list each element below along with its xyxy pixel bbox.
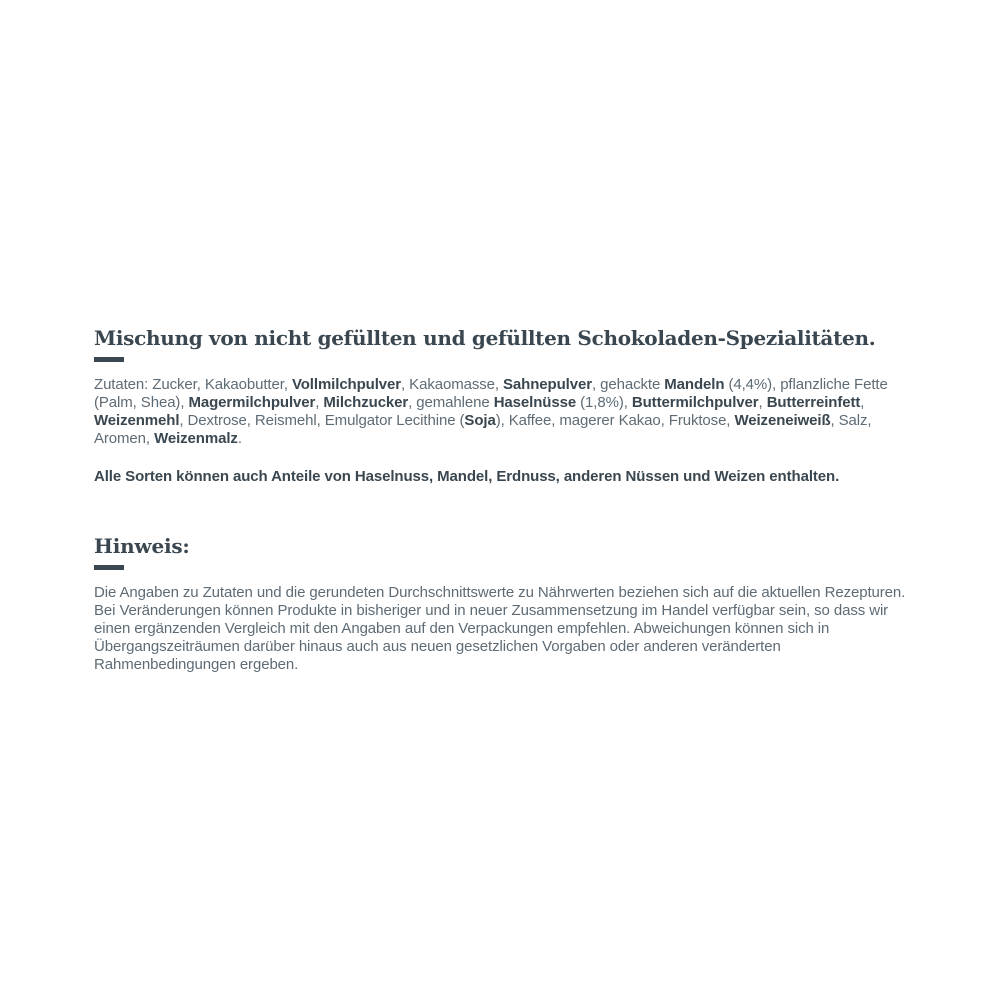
- ingredient-term: Weizeneiweiß: [734, 412, 831, 429]
- ingredient-term: Magermilchpulver: [188, 394, 316, 411]
- ingredient-text: Zutaten: Zucker, Kakaobutter,: [94, 376, 292, 393]
- hinweis-divider: [94, 565, 124, 570]
- hinweis-heading: Hinweis:: [94, 534, 190, 558]
- ingredient-text: ), Kaffee, magerer Kakao, Fruktose,: [495, 412, 735, 429]
- ingredient-term: Milchzucker: [323, 394, 409, 411]
- product-info-section: [94, 326, 918, 674]
- ingredient-text: , gemahlene: [408, 394, 494, 411]
- ingredient-text: ,: [315, 394, 324, 411]
- ingredient-term: Weizenmehl: [94, 412, 180, 429]
- hinweis-paragraph: Die Angaben zu Zutaten und die gerundeten Durchschnittswerte zu Nährwerten beziehen sich auf die aktuellen Rezepturen. Bei Veränderungen können Produkte in bisheriger und in neuer Zusammensetzung im Handel verfügbar sein, so dass wir einen ergänzenden Vergleich mit den Angaben auf den Verpackungen empfehlen. Abweichungen können sich in Übergangszeiträumen darüber hinaus auch aus neuen gesetzlichen Vorgaben oder anderen veränderten Rahmenbedingungen ergeben.: [94, 584, 906, 673]
- ingredient-term: Butterreinfett: [766, 394, 861, 411]
- ingredient-term: Mandeln: [664, 376, 725, 393]
- ingredient-term: Soja: [464, 412, 496, 429]
- ingredient-text: , Kakaomasse,: [401, 376, 504, 393]
- ingredient-term: Weizenmalz: [154, 430, 238, 447]
- ingredient-text: .: [237, 430, 242, 447]
- ingredient-term: Haselnüsse: [493, 394, 577, 411]
- ingredient-text: , Dextrose, Reismehl, Emulgator Lecithine (: [179, 412, 465, 429]
- ingredient-text: (4,4%), pflanzliche Fette (Palm, Shea),: [94, 376, 888, 411]
- ingredient-text: ,: [860, 394, 865, 411]
- ingredient-text: ,: [758, 394, 767, 411]
- ingredient-text: , gehackte: [591, 376, 665, 393]
- title-divider: [94, 357, 124, 362]
- product-mix-title: Mischung von nicht gefüllten und gefüllten Schokoladen-Spezialitäten.: [94, 326, 876, 350]
- ingredient-term: Vollmilchpulver: [291, 376, 402, 393]
- allergy-note: Alle Sorten können auch Anteile von Haselnuss, Mandel, Erdnuss, anderen Nüssen und Weizen enthalten.: [94, 468, 840, 485]
- ingredient-term: Buttermilchpulver: [631, 394, 759, 411]
- ingredient-text: , Salz, Aromen,: [94, 412, 872, 447]
- ingredient-term: Sahnepulver: [503, 376, 592, 393]
- ingredients-paragraph: [94, 376, 918, 448]
- ingredient-text: (1,8%),: [576, 394, 632, 411]
